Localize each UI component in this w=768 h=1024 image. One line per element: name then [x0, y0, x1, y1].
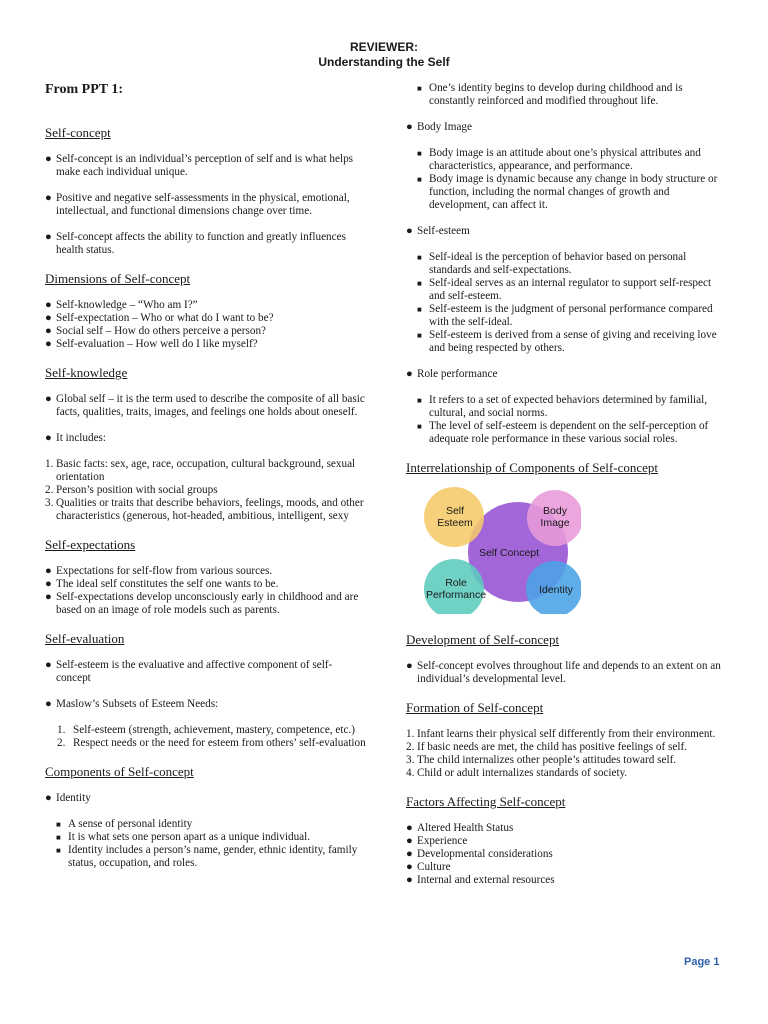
formation-numbered — [406, 728, 724, 780]
esteem-needs-numbered — [45, 724, 367, 750]
list-item: ■ Identity includes a person’s name, gender, ethnic identity, family status, occupation, and roles. — [56, 844, 358, 869]
list-item: ■ Self-esteem is derived from a sense of giving and receiving love and being respected by others. — [417, 329, 717, 354]
list-item: 2. Respect needs or the need for esteem from others’ self-evaluation — [57, 737, 366, 749]
list-item: 2. If basic needs are met, the child has positive feelings of self. — [406, 741, 687, 753]
document-title: REVIEWER: — [349, 40, 418, 54]
list-item: ■ Self-ideal serves as an internal regulator to support self-respect and self-esteem. — [417, 277, 712, 302]
self-knowledge-list — [45, 393, 367, 445]
list-item: 3. Qualities or traits that describe behaviors, feelings, moods, and other characteristics (generous, hot-headed, ambitious, intelligent, sexy — [45, 497, 364, 522]
heading-self-knowledge: Self-knowledge — [45, 365, 128, 380]
self-esteem-list — [406, 225, 724, 355]
venn-label-body: Body — [543, 505, 567, 517]
list-item: ■ Body image is dynamic because any change in body structure or function, including the normal changes of growth and development, can affect it. — [417, 173, 718, 211]
heading-interrelationship: Interrelationship of Components of Self-concept — [406, 460, 658, 475]
list-item: ■ Self-esteem is the judgment of personal performance compared with the self-ideal. — [417, 303, 713, 328]
list-item: 1. Infant learns their physical self differently from their environment. — [406, 728, 716, 740]
list-item: ● Social self – How do others perceive a person? — [45, 325, 267, 337]
list-item: ● It includes: — [45, 432, 107, 444]
list-item: ● Self-expectation – Who or what do I want to be? — [45, 312, 274, 324]
list-item: ■ The level of self-esteem is dependent on the self-perception of adequate role performance in these various social roles. — [417, 420, 709, 445]
self-concept-list — [45, 153, 367, 257]
list-item: 4. Child or adult internalizes standards of society. — [406, 767, 628, 779]
list-item: 3. The child internalizes other people’s attitudes toward self. — [406, 754, 677, 766]
list-item: ● Positive and negative self-assessments in the physical, emotional, intellectual, and functional dimensions change over time. — [45, 192, 350, 217]
list-item: 2. Person’s position with social groups — [45, 484, 218, 496]
heading-development: Development of Self-concept — [406, 632, 560, 647]
list-item: ● Altered Health Status — [406, 822, 514, 834]
page-number: Page 1 — [684, 956, 720, 968]
list-item: ● Global self – it is the term used to describe the composite of all basic facts, qualities, traits, images, and feelings one holds about oneself. — [45, 393, 365, 418]
right-column — [406, 82, 724, 887]
identity-continued-list — [406, 82, 724, 108]
list-item: ■ One’s identity begins to develop during childhood and is constantly reinforced and modified throughout life. — [417, 82, 683, 107]
venn-label-identity: Identity — [539, 584, 573, 596]
list-item: ● Self-esteem — [406, 225, 470, 237]
venn-label-self: Self — [445, 505, 465, 517]
list-item: ● Maslow’s Subsets of Esteem Needs: — [45, 698, 219, 710]
list-item: 1. Basic facts: sex, age, race, occupation, cultural background, sexual orientation — [45, 458, 356, 483]
development-list — [406, 660, 724, 686]
list-item: ● Self-esteem is the evaluative and affective component of self-concept — [45, 659, 333, 684]
list-item: ● Self-expectations develop unconsciously early in childhood and are based on an image of role models such as parents. — [45, 591, 359, 616]
list-item: ● Developmental considerations — [406, 848, 553, 860]
list-item: ■ It refers to a set of expected behaviors determined by familial, cultural, and social norms. — [417, 394, 708, 419]
document-subtitle: Understanding the Self — [318, 55, 450, 69]
list-item: ● Internal and external resources — [406, 874, 555, 886]
heading-self-expectations: Self-expectations — [45, 537, 136, 552]
body-image-list — [406, 121, 724, 212]
list-item: ● Role performance — [406, 368, 498, 380]
self-knowledge-numbered — [45, 458, 367, 523]
list-item: ● Experience — [406, 835, 468, 847]
list-item: 1. Self-esteem (strength, achievement, mastery, competence, etc.) — [57, 724, 355, 736]
self-evaluation-list — [45, 659, 367, 711]
venn-label-esteem: Esteem — [437, 517, 473, 529]
list-item: ■ Self-ideal is the perception of behavior based on personal standards and self-expectations. — [417, 251, 687, 276]
factors-list — [406, 822, 724, 887]
venn-label-image: Image — [540, 517, 570, 529]
list-item: ● Self-concept affects the ability to function and greatly influences health status. — [45, 231, 346, 256]
list-item: ● Expectations for self-flow from various sources. — [45, 565, 273, 577]
heading-dimensions: Dimensions of Self-concept — [45, 271, 191, 286]
list-item: ● Self-concept evolves throughout life and depends to an extent on an individual’s developmental level. — [406, 660, 721, 685]
left-column — [45, 82, 367, 870]
from-ppt-heading: From PPT 1: — [45, 82, 124, 97]
components-list — [45, 792, 367, 805]
heading-self-concept: Self-concept — [45, 125, 111, 140]
identity-list — [45, 818, 367, 870]
heading-components: Components of Self-concept — [45, 764, 194, 779]
list-item: ● Self-evaluation – How well do I like myself? — [45, 338, 258, 350]
list-item: ■ Body image is an attitude about one’s physical attributes and characteristics, appearance, and performance. — [417, 147, 701, 172]
self-concept-venn-diagram — [406, 479, 581, 614]
heading-formation: Formation of Self-concept — [406, 700, 544, 715]
heading-factors: Factors Affecting Self-concept — [406, 794, 566, 809]
self-expectations-list — [45, 565, 367, 617]
list-item: ● Culture — [406, 861, 451, 873]
list-item: ● Self-concept is an individual’s perception of self and is what helps make each individual unique. — [45, 153, 354, 178]
list-item: ● Identity — [45, 792, 91, 804]
list-item: ■ A sense of personal identity — [56, 818, 193, 830]
list-item: ■ It is what sets one person apart as a unique individual. — [56, 831, 311, 843]
role-performance-list — [406, 368, 724, 446]
dimensions-list — [45, 299, 367, 351]
list-item: ● The ideal self constitutes the self one wants to be. — [45, 578, 279, 590]
venn-label-performance: Performance — [425, 589, 487, 601]
list-item: ● Self-knowledge – “Who am I?” — [45, 299, 198, 311]
venn-label-center: Self Concept — [478, 547, 540, 559]
list-item: ● Body Image — [406, 121, 472, 133]
heading-self-evaluation: Self-evaluation — [45, 631, 125, 646]
venn-label-role: Role — [445, 577, 467, 589]
